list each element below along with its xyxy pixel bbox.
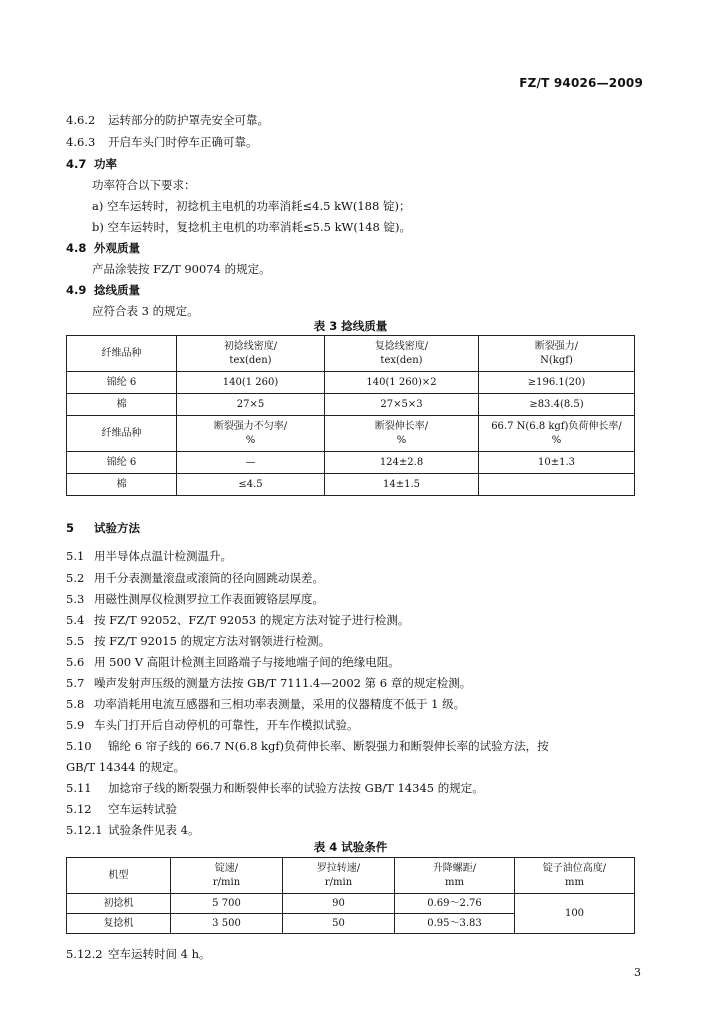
table-cell: 锦纶 6 [67, 372, 177, 394]
table-cell: 140(1 260)×2 [325, 372, 479, 394]
clause-5-6: 5.6 用 500 V 高阻计检测主回路端子与接地端子间的绝缘电阻。 [66, 655, 400, 669]
clause-5-2: 5.2 用千分表测量滚盘或滚筒的径向圆跳动误差。 [66, 571, 324, 585]
table-cell: 锦纶 6 [67, 452, 177, 474]
section-4-7-intro: 功率符合以下要求： [92, 178, 196, 192]
section-4-9-text: 应符合表 3 的规定。 [92, 304, 199, 318]
section-4-7-item-b: b) 空车运转时，复捻机主电机的功率消耗≤5.5 kW(148 锭)。 [92, 220, 411, 234]
section-5-heading: 5 试验方法 [66, 521, 140, 535]
table-cell: 纤维品种 [67, 416, 177, 452]
table-row [67, 372, 635, 394]
table-cell: 初捻线密度/ tex(den) [177, 336, 325, 372]
table-cell: ≤4.5 [177, 474, 325, 496]
section-4-7-item-a: a) 空车运转时，初捻机主电机的功率消耗≤4.5 kW(188 锭)； [92, 199, 411, 213]
table-cell: 升降螺距/ mm [395, 858, 515, 894]
table-cell: 5 700 [171, 894, 283, 914]
section-4-7-heading: 4.7 功率 [66, 157, 117, 171]
table-cell: 棉 [67, 474, 177, 496]
table-3-header-2 [67, 416, 635, 452]
table-cell: 124±2.8 [325, 452, 479, 474]
clause-5-3: 5.3 用磁性测厚仪检测罗拉工作表面镀铬层厚度。 [66, 592, 324, 606]
table-4 [66, 857, 635, 934]
table-cell: 断裂强力不匀率/ % [177, 416, 325, 452]
table-cell: 锭子油位高度/ mm [515, 858, 635, 894]
table-cell [479, 474, 635, 496]
table-cell: 断裂强力/ N(kgf) [479, 336, 635, 372]
table-cell: — [177, 452, 325, 474]
clause-5-5: 5.5 按 FZ/T 92015 的规定方法对钢领进行检测。 [66, 634, 331, 648]
table-cell: 90 [283, 894, 395, 914]
clause-5-9: 5.9 车头门打开后自动停机的可靠性，开车作模拟试验。 [66, 718, 359, 732]
table-cell: 10±1.3 [479, 452, 635, 474]
table-cell: 机型 [67, 858, 171, 894]
table-4-caption: 表 4 试验条件 [313, 840, 388, 854]
table-cell: 140(1 260) [177, 372, 325, 394]
table-cell: 14±1.5 [325, 474, 479, 496]
table-cell: 断裂伸长率/ % [325, 416, 479, 452]
table-row [67, 894, 635, 914]
clause-5-12: 5.12 空车运转试验 [66, 802, 177, 816]
table-cell: 0.95～3.83 [395, 914, 515, 934]
table-cell: 复捻机 [67, 914, 171, 934]
table-cell: 纤维品种 [67, 336, 177, 372]
table-cell: 27×5×3 [325, 394, 479, 416]
clause-4-6-3: 4.6.3 开启车头门时停车正确可靠。 [66, 135, 258, 149]
table-cell: 50 [283, 914, 395, 934]
clause-5-4: 5.4 按 FZ/T 92052、FZ/T 92053 的规定方法对锭子进行检测。 [66, 613, 410, 627]
table-cell: 棉 [67, 394, 177, 416]
table-cell: 27×5 [177, 394, 325, 416]
table-cell: 锭速/ r/min [171, 858, 283, 894]
table-cell: 66.7 N(6.8 kgf)负荷伸长率/ % [479, 416, 635, 452]
section-4-8-text: 产品涂装按 FZ/T 90074 的规定。 [92, 262, 271, 276]
clause-5-10-line-1: 5.10 锦纶 6 帘子线的 66.7 N(6.8 kgf)负荷伸长率、断裂强力和断裂伸长率的试验方法，按 [66, 739, 549, 753]
section-4-8-heading: 4.8 外观质量 [66, 241, 140, 255]
clause-5-7: 5.7 噪声发射声压级的测量方法按 GB/T 7111.4—2002 第 6 章的规定检测。 [66, 676, 472, 690]
clause-5-8: 5.8 功率消耗用电流互感器和三相功率表测量，采用的仪器精度不低于 1 级。 [66, 697, 466, 711]
table-cell: 100 [515, 894, 635, 934]
clause-4-6-2: 4.6.2 运转部分的防护罩壳安全可靠。 [66, 113, 269, 127]
table-cell: 3 500 [171, 914, 283, 934]
document-code: FZ/T 94026—2009 [519, 76, 643, 90]
table-cell: ≥196.1(20) [479, 372, 635, 394]
clause-5-11: 5.11 加捻帘子线的断裂强力和断裂伸长率的试验方法按 GB/T 14345 的规定。 [66, 781, 484, 795]
table-3-caption: 表 3 捻线质量 [313, 319, 388, 333]
table-row [67, 394, 635, 416]
clause-5-12-2: 5.12.2 空车运转时间 4 h。 [66, 947, 211, 961]
table-3 [66, 335, 635, 496]
table-cell: 0.69～2.76 [395, 894, 515, 914]
table-row [67, 452, 635, 474]
table-cell: 初捻机 [67, 894, 171, 914]
table-cell: 复捻线密度/ tex(den) [325, 336, 479, 372]
table-3-header-1 [67, 336, 635, 372]
page-number: 3 [634, 966, 641, 979]
table-row [67, 474, 635, 496]
table-4-header [67, 858, 635, 894]
table-cell: ≥83.4(8.5) [479, 394, 635, 416]
section-4-9-heading: 4.9 捻线质量 [66, 283, 140, 297]
clause-5-1: 5.1 用半导体点温计检测温升。 [66, 549, 232, 563]
clause-5-12-1: 5.12.1 试验条件见表 4。 [66, 823, 200, 837]
table-cell: 罗拉转速/ r/min [283, 858, 395, 894]
clause-5-10-line-2: GB/T 14344 的规定。 [66, 760, 186, 774]
